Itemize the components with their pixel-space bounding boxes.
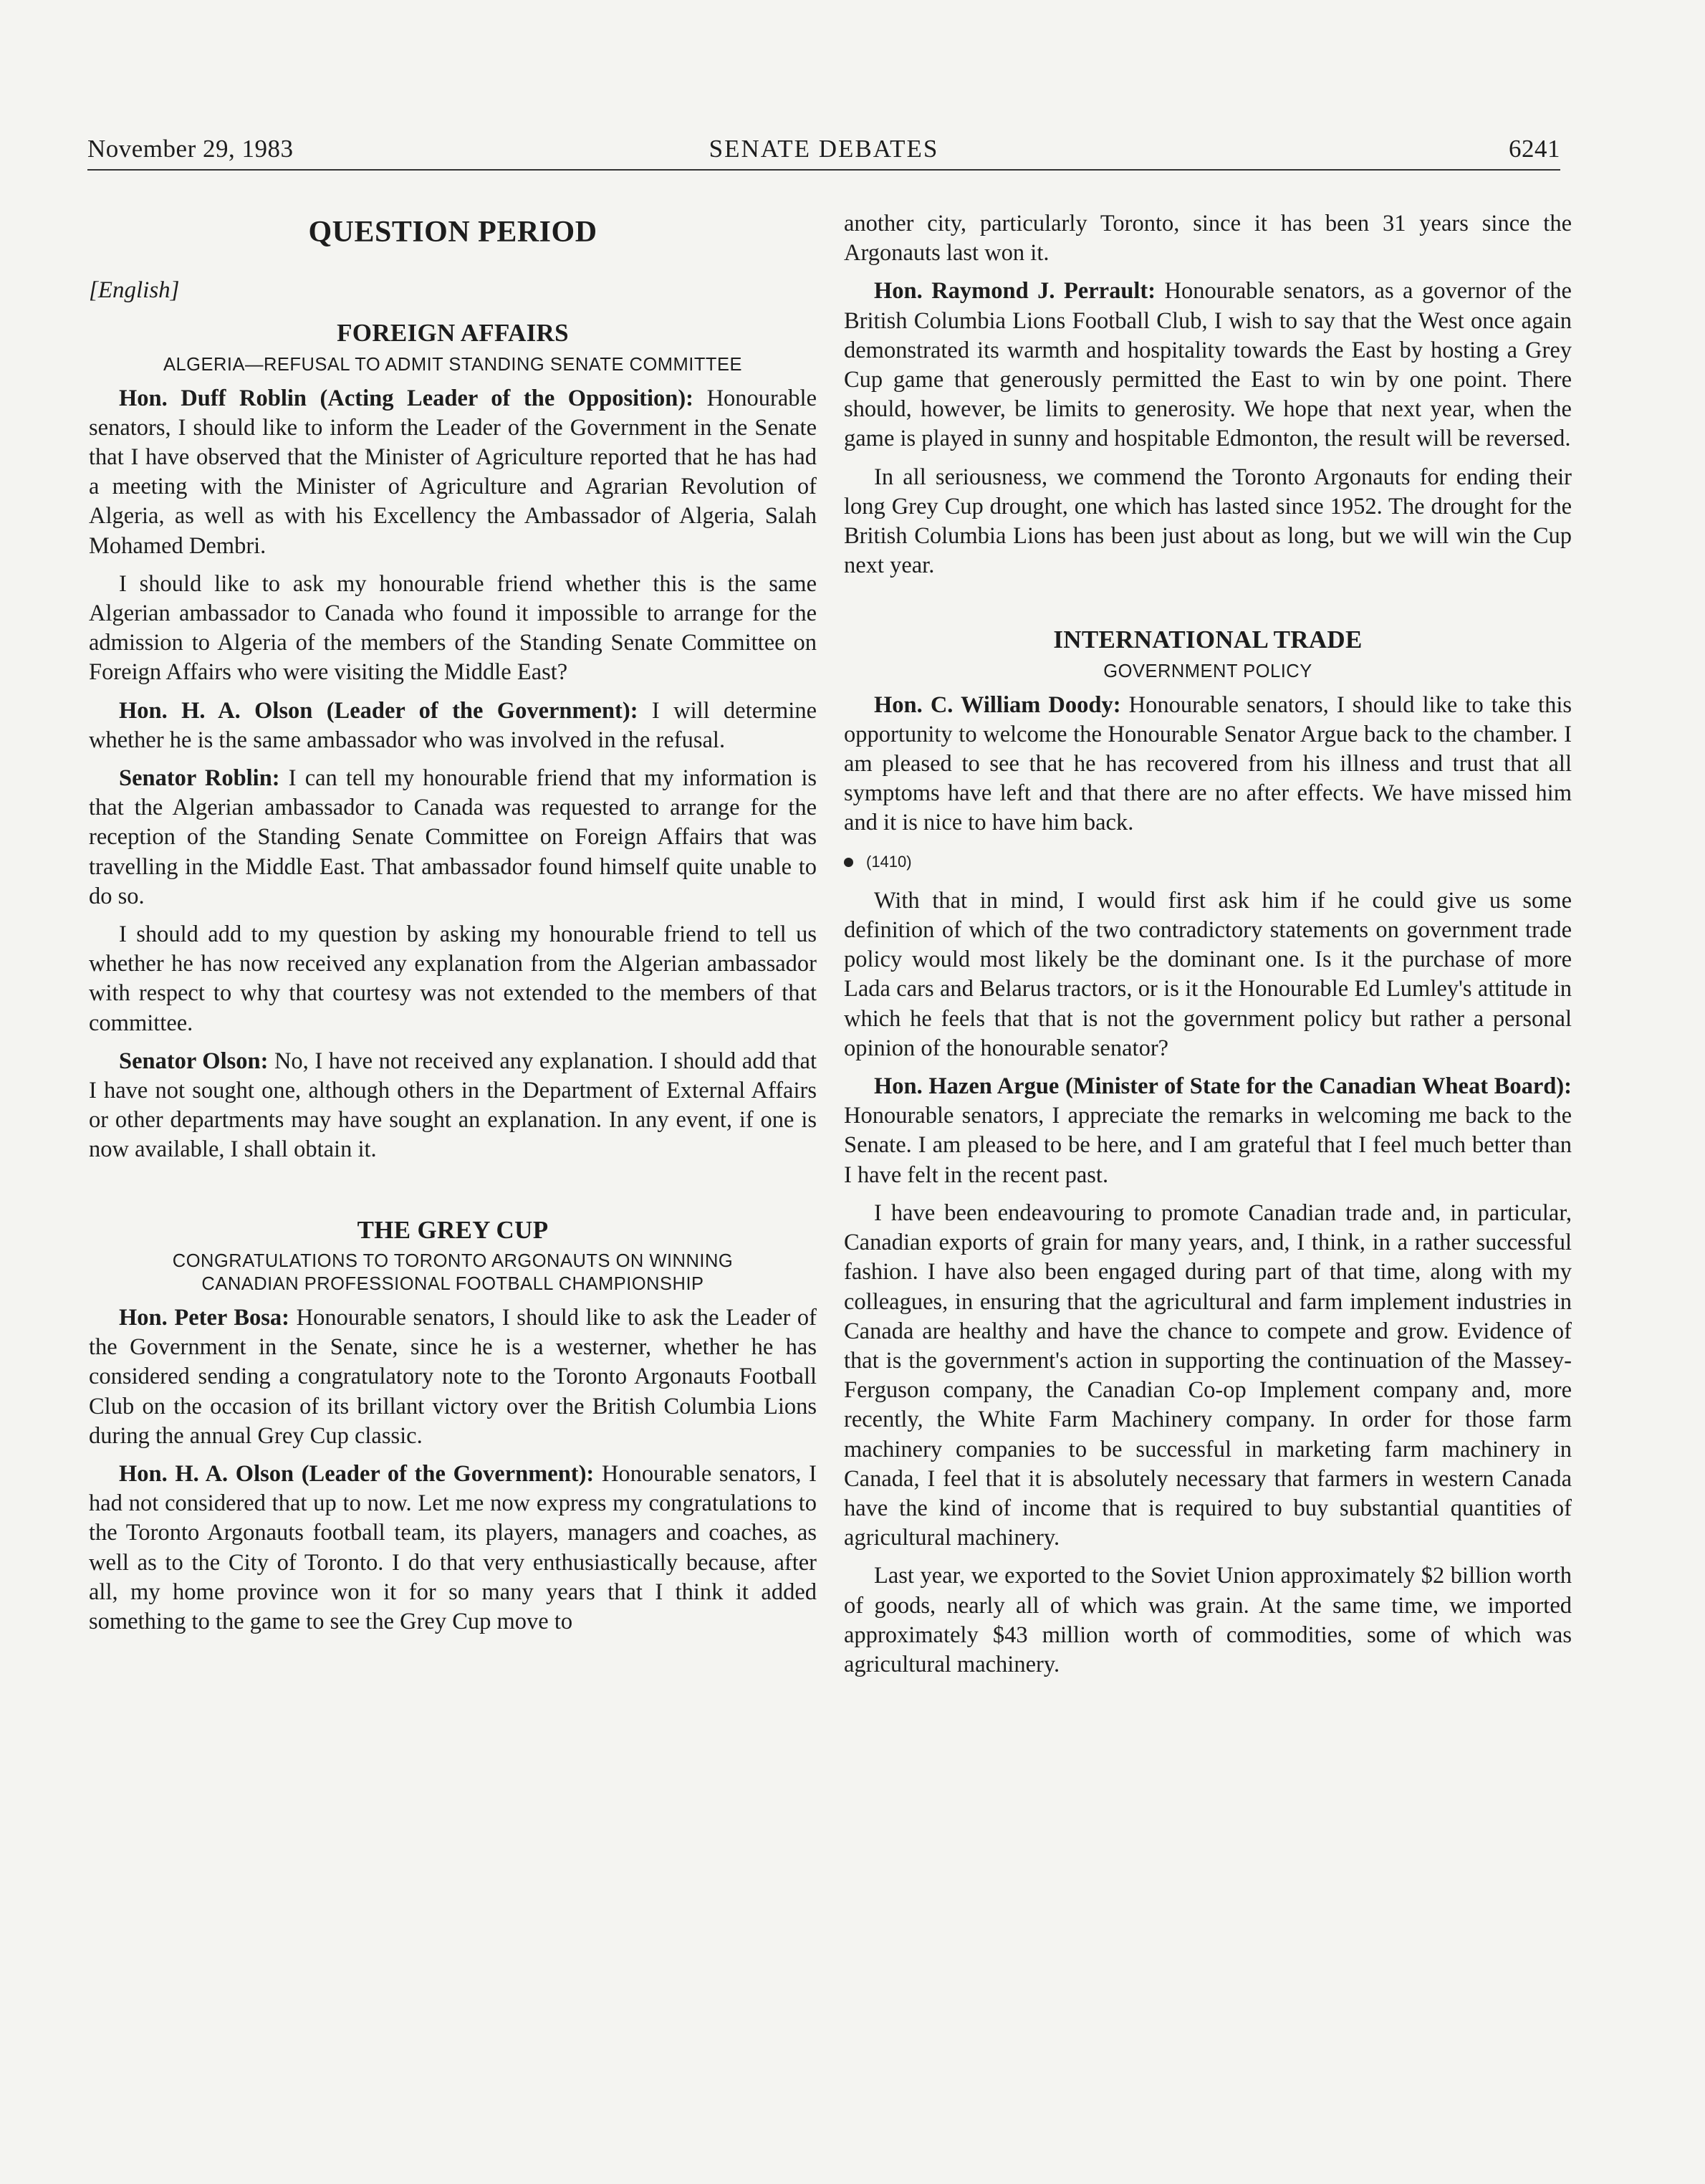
right-column bbox=[844, 209, 1572, 1688]
header-journal-title: SENATE DEBATES bbox=[709, 135, 939, 163]
speech-text: Honourable senators, I had not considered that up to now. Let me now express my congratulations to the Toronto Argonauts football team, its players, managers and coaches, as well as to the City of Toronto. I do that very enthusiastically because, after all, my home province won it for so many years that I think it added something to the game to see the Grey Cup move to bbox=[89, 1460, 817, 1634]
time-marker-text: (1410) bbox=[866, 852, 912, 871]
heading-grey-cup: THE GREY CUP bbox=[357, 1215, 549, 1244]
speaker-name: Hon. Raymond J. Perrault: bbox=[874, 278, 1156, 305]
time-marker bbox=[844, 847, 1572, 876]
paragraph: Last year, we exported to the Soviet Union approximately $2 billion worth of goods, nearly all of which was grain. At the same time, we imported approximately $43 million worth of commodities, some of which was agricultural machinery. bbox=[844, 1563, 1572, 1677]
paragraph: I should add to my question by asking my honourable friend to tell us whether he has now received any explanation from the Algerian ambassador with respect to why that courtesy was not extended to the members of that committee. bbox=[89, 921, 817, 1036]
heading-foreign-affairs: FOREIGN AFFAIRS bbox=[337, 319, 569, 348]
heading-international-trade: INTERNATIONAL TRADE bbox=[1053, 626, 1363, 654]
speaker-name: Senator Olson: bbox=[119, 1048, 269, 1074]
speaker-name: Hon. Peter Bosa: bbox=[119, 1304, 289, 1331]
speaker-name: Senator Roblin: bbox=[119, 765, 280, 792]
paragraph bbox=[89, 1460, 817, 1637]
speech-text: Honourable senators, I should like to ask the Leader of the Government in the Senate, since he is a westerner, whether he has considered sending a congratulatory note to the Toronto Argonauts Football Club on the occasion of its brillant victory over the British Columbia Lions during the annual Grey Cup classic. bbox=[89, 1304, 817, 1449]
left-column bbox=[89, 209, 817, 1645]
paragraph bbox=[844, 691, 1572, 838]
speaker-name: Hon. C. William Doody: bbox=[874, 691, 1121, 718]
section-title: QUESTION PERIOD bbox=[308, 216, 597, 249]
header-date: November 29, 1983 bbox=[87, 135, 294, 163]
speech-text: I can tell my honourable friend that my information is that the Algerian ambassador to Canada was requested to arrange for the reception of the Standing Senate Committee on Foreign Affairs that was travelling in the Middle East. That ambassador found himself quite unable to do so. bbox=[89, 765, 817, 909]
paragraph: With that in mind, I would first ask him if he could give us some definition of which of the two contradictory statements on government trade policy would most likely be the dominant one. Is it the purchase of more Lada cars and Belarus tractors, or is it the Honourable Ed Lumley's attitude in which he feels that that is not the government policy but rather a personal opinion of the honourable senator? bbox=[844, 887, 1572, 1061]
speaker-name: Hon. Hazen Argue (Minister of State for the Canadian Wheat Board): bbox=[874, 1073, 1572, 1100]
subheading-grey-cup-line2: CANADIAN PROFESSIONAL FOOTBALL CHAMPIONSHIP bbox=[201, 1273, 704, 1294]
speech-text: Honourable senators, as a governor of the British Columbia Lions Football Club, I wish to say that the West once again demonstrated its warmth and hospitality towards the East by hosting a Grey Cup game that generously permitted the East to win by one point. There should, however, be limits to generosity. We hope that next year, when the game is played in sunny and hospitable Edmonton, the result will be reversed. bbox=[844, 278, 1572, 452]
paragraph bbox=[89, 1047, 817, 1165]
running-header bbox=[87, 133, 1560, 171]
paragraph bbox=[89, 696, 817, 755]
paragraph-continuation: another city, particularly Toronto, since it has been 31 years since the Argonauts last won it. bbox=[844, 211, 1572, 267]
paragraph bbox=[844, 1072, 1572, 1190]
speech-text: Honourable senators, I should like to take this opportunity to welcome the Honourable Senator Argue back to the chamber. I am pleased to see that he has recovered from his illness and trust that all symptoms have left and that there are no after effects. We have missed him and it is nice to have him back. bbox=[844, 691, 1572, 836]
paragraph: In all seriousness, we commend the Toronto Argonauts for ending their long Grey Cup drought, one which has lasted since 1952. The drought for the British Columbia Lions has been just about as long, but we will win the Cup next year. bbox=[844, 464, 1572, 579]
speech-text: Honourable senators, I appreciate the remarks in welcoming me back to the Senate. I am pleased to be here, and I am grateful that I feel much better than I have felt in the recent past. bbox=[844, 1103, 1572, 1188]
bullet-dot-icon bbox=[844, 858, 853, 867]
paragraph bbox=[89, 384, 817, 561]
paragraph bbox=[89, 1303, 817, 1451]
paragraph bbox=[89, 764, 817, 911]
speaker-name: Hon. H. A. Olson (Leader of the Government): bbox=[119, 1460, 595, 1487]
language-marker: [English] bbox=[89, 277, 180, 304]
speaker-name: Hon. H. A. Olson (Leader of the Government): bbox=[119, 697, 638, 724]
speech-text: Honourable senators, I should like to inform the Leader of the Government in the Senate that I have observed that the Minister of Agriculture reported that he has had a meeting with the Minister of Agriculture and Agrarian Revolution of Algeria, as well as with his Excellency the Ambassador of Algeria, Salah Mohamed Dembri. bbox=[89, 385, 817, 559]
subheading-grey-cup-line1: CONGRATULATIONS TO TORONTO ARGONAUTS ON WINNING bbox=[172, 1250, 734, 1271]
paragraph: I have been endeavouring to promote Canadian trade and, in particular, Canadian exports of grain for many years, and, I think, in a rather successful fashion. I have also been engaged during part of that time, along with my colleagues, in ensuring that the agricultural and farm implement industries in Canada are healthy and have the chance to compete and grow. Evidence of that is the government's action in supporting the continuation of the Massey-Ferguson company, the Canadian Co-op Implement company and, more recently, the White Farm Machinery company. In order for those farm machinery companies to be successful in marketing farm machinery in Canada, I feel that it is absolutely necessary that farmers in western Canada have the kind of income that is required to buy substantial quantities of agricultural machinery. bbox=[844, 1199, 1572, 1551]
subheading-government-policy: GOVERNMENT POLICY bbox=[1103, 661, 1312, 681]
header-page-number: 6241 bbox=[1509, 135, 1560, 163]
subheading-algeria: ALGERIA—REFUSAL TO ADMIT STANDING SENATE COMMITTEE bbox=[163, 354, 743, 375]
speech-text: No, I have not received any explanation. I should add that I have not sought one, although others in the Department of External Affairs or other departments may have sought an explanation. In any event, if one is now available, I shall obtain it. bbox=[89, 1048, 817, 1163]
paragraph: I should like to ask my honourable friend whether this is the same Algerian ambassador to Canada who found it impossible to arrange for the admission to Algeria of the members of the Standing Senate Committee on Foreign Affairs who were visiting the Middle East? bbox=[89, 570, 817, 686]
speech-text: I will determine whether he is the same ambassador who was involved in the refusal. bbox=[89, 697, 817, 753]
paragraph bbox=[844, 277, 1572, 454]
speaker-name: Hon. Duff Roblin (Acting Leader of the Opposition): bbox=[119, 385, 693, 411]
